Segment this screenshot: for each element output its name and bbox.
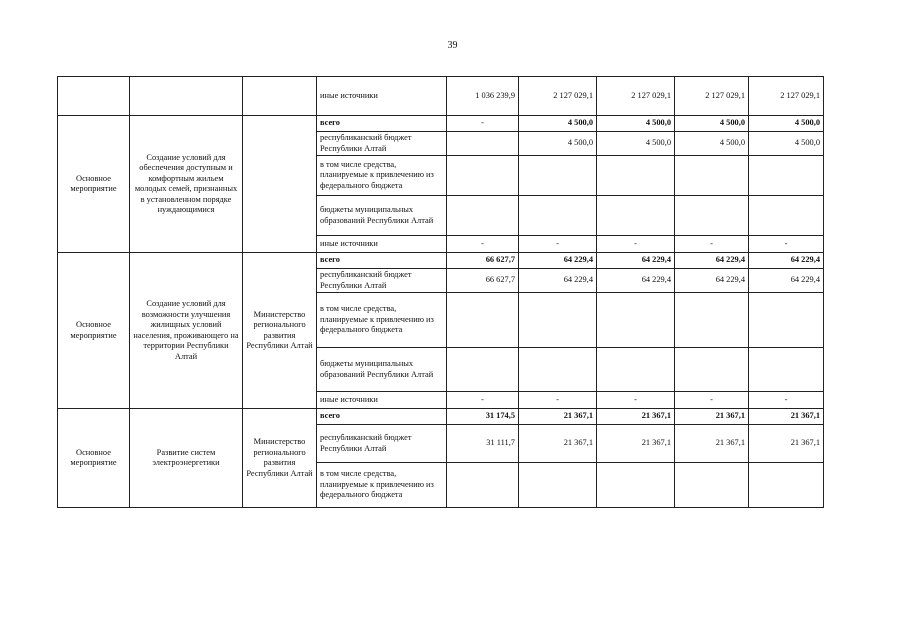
cell-value: 2 127 029,1 bbox=[519, 77, 597, 116]
cell-source: в том числе средства, планируемые к привлечению из федерального бюджета bbox=[317, 293, 447, 348]
event-type-cell: Основное мероприятие bbox=[58, 253, 130, 409]
cell-value bbox=[749, 348, 824, 392]
cell-name-empty bbox=[130, 77, 243, 116]
table-row bbox=[58, 409, 824, 425]
cell-value: - bbox=[675, 392, 749, 409]
event-name-cell: Создание условий для возможности улучшения жилищных условий населения, проживающего на территории Республики Алтай bbox=[130, 253, 243, 409]
cell-source: всего bbox=[317, 409, 447, 425]
cell-value: 64 229,4 bbox=[519, 269, 597, 293]
executor-cell: Министерство регионального развития Республики Алтай bbox=[243, 253, 317, 409]
cell-value: 64 229,4 bbox=[749, 253, 824, 269]
cell-value bbox=[749, 293, 824, 348]
cell-value bbox=[597, 156, 675, 196]
cell-value bbox=[675, 196, 749, 236]
cell-source: бюджеты муниципальных образований Республики Алтай bbox=[317, 196, 447, 236]
cell-value: 4 500,0 bbox=[597, 132, 675, 156]
cell-value bbox=[447, 348, 519, 392]
cell-value: 2 127 029,1 bbox=[675, 77, 749, 116]
cell-value bbox=[447, 293, 519, 348]
cell-source: всего bbox=[317, 253, 447, 269]
table-row-top bbox=[58, 77, 824, 116]
cell-source: республиканский бюджет Республики Алтай bbox=[317, 425, 447, 463]
cell-source: в том числе средства, планируемые к привлечению из федерального бюджета bbox=[317, 156, 447, 196]
cell-value bbox=[597, 196, 675, 236]
cell-value: - bbox=[749, 236, 824, 253]
cell-value: - bbox=[447, 236, 519, 253]
cell-value: 4 500,0 bbox=[675, 132, 749, 156]
table-row bbox=[58, 253, 824, 269]
cell-executor-empty bbox=[243, 77, 317, 116]
cell-value bbox=[519, 463, 597, 508]
cell-value: 4 500,0 bbox=[597, 116, 675, 132]
cell-source: иные источники bbox=[317, 392, 447, 409]
cell-value bbox=[519, 293, 597, 348]
cell-value bbox=[447, 463, 519, 508]
cell-value: 21 367,1 bbox=[675, 425, 749, 463]
cell-value: 21 367,1 bbox=[519, 409, 597, 425]
cell-value: 66 627,7 bbox=[447, 253, 519, 269]
cell-value bbox=[675, 293, 749, 348]
cell-source: иные источники bbox=[317, 236, 447, 253]
cell-value: - bbox=[447, 116, 519, 132]
cell-value bbox=[749, 196, 824, 236]
budget-table bbox=[57, 76, 824, 508]
cell-value bbox=[597, 463, 675, 508]
table-row bbox=[58, 116, 824, 132]
cell-value: 21 367,1 bbox=[749, 425, 824, 463]
cell-value bbox=[749, 463, 824, 508]
cell-value: 21 367,1 bbox=[519, 425, 597, 463]
cell-value: - bbox=[597, 392, 675, 409]
cell-value: - bbox=[749, 392, 824, 409]
budget-table-body bbox=[58, 77, 824, 508]
cell-value bbox=[519, 156, 597, 196]
cell-value bbox=[447, 132, 519, 156]
cell-value: - bbox=[519, 236, 597, 253]
cell-source: всего bbox=[317, 116, 447, 132]
cell-value bbox=[597, 348, 675, 392]
cell-source: республиканский бюджет Республики Алтай bbox=[317, 269, 447, 293]
executor-cell bbox=[243, 116, 317, 253]
cell-value: 64 229,4 bbox=[675, 253, 749, 269]
cell-value bbox=[749, 156, 824, 196]
cell-value: 64 229,4 bbox=[597, 253, 675, 269]
cell-value: 31 111,7 bbox=[447, 425, 519, 463]
cell-value bbox=[519, 348, 597, 392]
cell-value: 4 500,0 bbox=[675, 116, 749, 132]
cell-source: иные источники bbox=[317, 77, 447, 116]
cell-value: 64 229,4 bbox=[675, 269, 749, 293]
event-name-cell: Создание условий для обеспечения доступным и комфортным жильем молодых семей, признанных в установленном порядке нуждающимися bbox=[130, 116, 243, 253]
cell-value bbox=[519, 196, 597, 236]
cell-value: 2 127 029,1 bbox=[597, 77, 675, 116]
cell-value: 1 036 239,9 bbox=[447, 77, 519, 116]
cell-value: 4 500,0 bbox=[749, 116, 824, 132]
cell-value: 64 229,4 bbox=[597, 269, 675, 293]
cell-value: 4 500,0 bbox=[749, 132, 824, 156]
cell-type-empty bbox=[58, 77, 130, 116]
cell-value bbox=[597, 293, 675, 348]
cell-source: бюджеты муниципальных образований Республики Алтай bbox=[317, 348, 447, 392]
cell-value bbox=[675, 156, 749, 196]
cell-value bbox=[447, 156, 519, 196]
cell-value: 64 229,4 bbox=[519, 253, 597, 269]
event-type-cell: Основное мероприятие bbox=[58, 409, 130, 508]
cell-value bbox=[675, 348, 749, 392]
event-type-cell: Основное мероприятие bbox=[58, 116, 130, 253]
cell-value: 21 367,1 bbox=[597, 425, 675, 463]
event-name-cell: Развитие систем электроэнергетики bbox=[130, 409, 243, 508]
cell-source: республиканский бюджет Республики Алтай bbox=[317, 132, 447, 156]
cell-value: 64 229,4 bbox=[749, 269, 824, 293]
cell-value: - bbox=[519, 392, 597, 409]
cell-value: - bbox=[675, 236, 749, 253]
cell-value: - bbox=[597, 236, 675, 253]
cell-source: в том числе средства, планируемые к привлечению из федерального бюджета bbox=[317, 463, 447, 508]
cell-value: 21 367,1 bbox=[675, 409, 749, 425]
cell-value: 66 627,7 bbox=[447, 269, 519, 293]
cell-value: 21 367,1 bbox=[597, 409, 675, 425]
executor-cell: Министерство регионального развития Республики Алтай bbox=[243, 409, 317, 508]
cell-value: 4 500,0 bbox=[519, 132, 597, 156]
cell-value: - bbox=[447, 392, 519, 409]
cell-value: 31 174,5 bbox=[447, 409, 519, 425]
cell-value: 4 500,0 bbox=[519, 116, 597, 132]
cell-value: 21 367,1 bbox=[749, 409, 824, 425]
cell-value bbox=[447, 196, 519, 236]
page-number: 39 bbox=[447, 40, 458, 51]
cell-value: 2 127 029,1 bbox=[749, 77, 824, 116]
cell-value bbox=[675, 463, 749, 508]
